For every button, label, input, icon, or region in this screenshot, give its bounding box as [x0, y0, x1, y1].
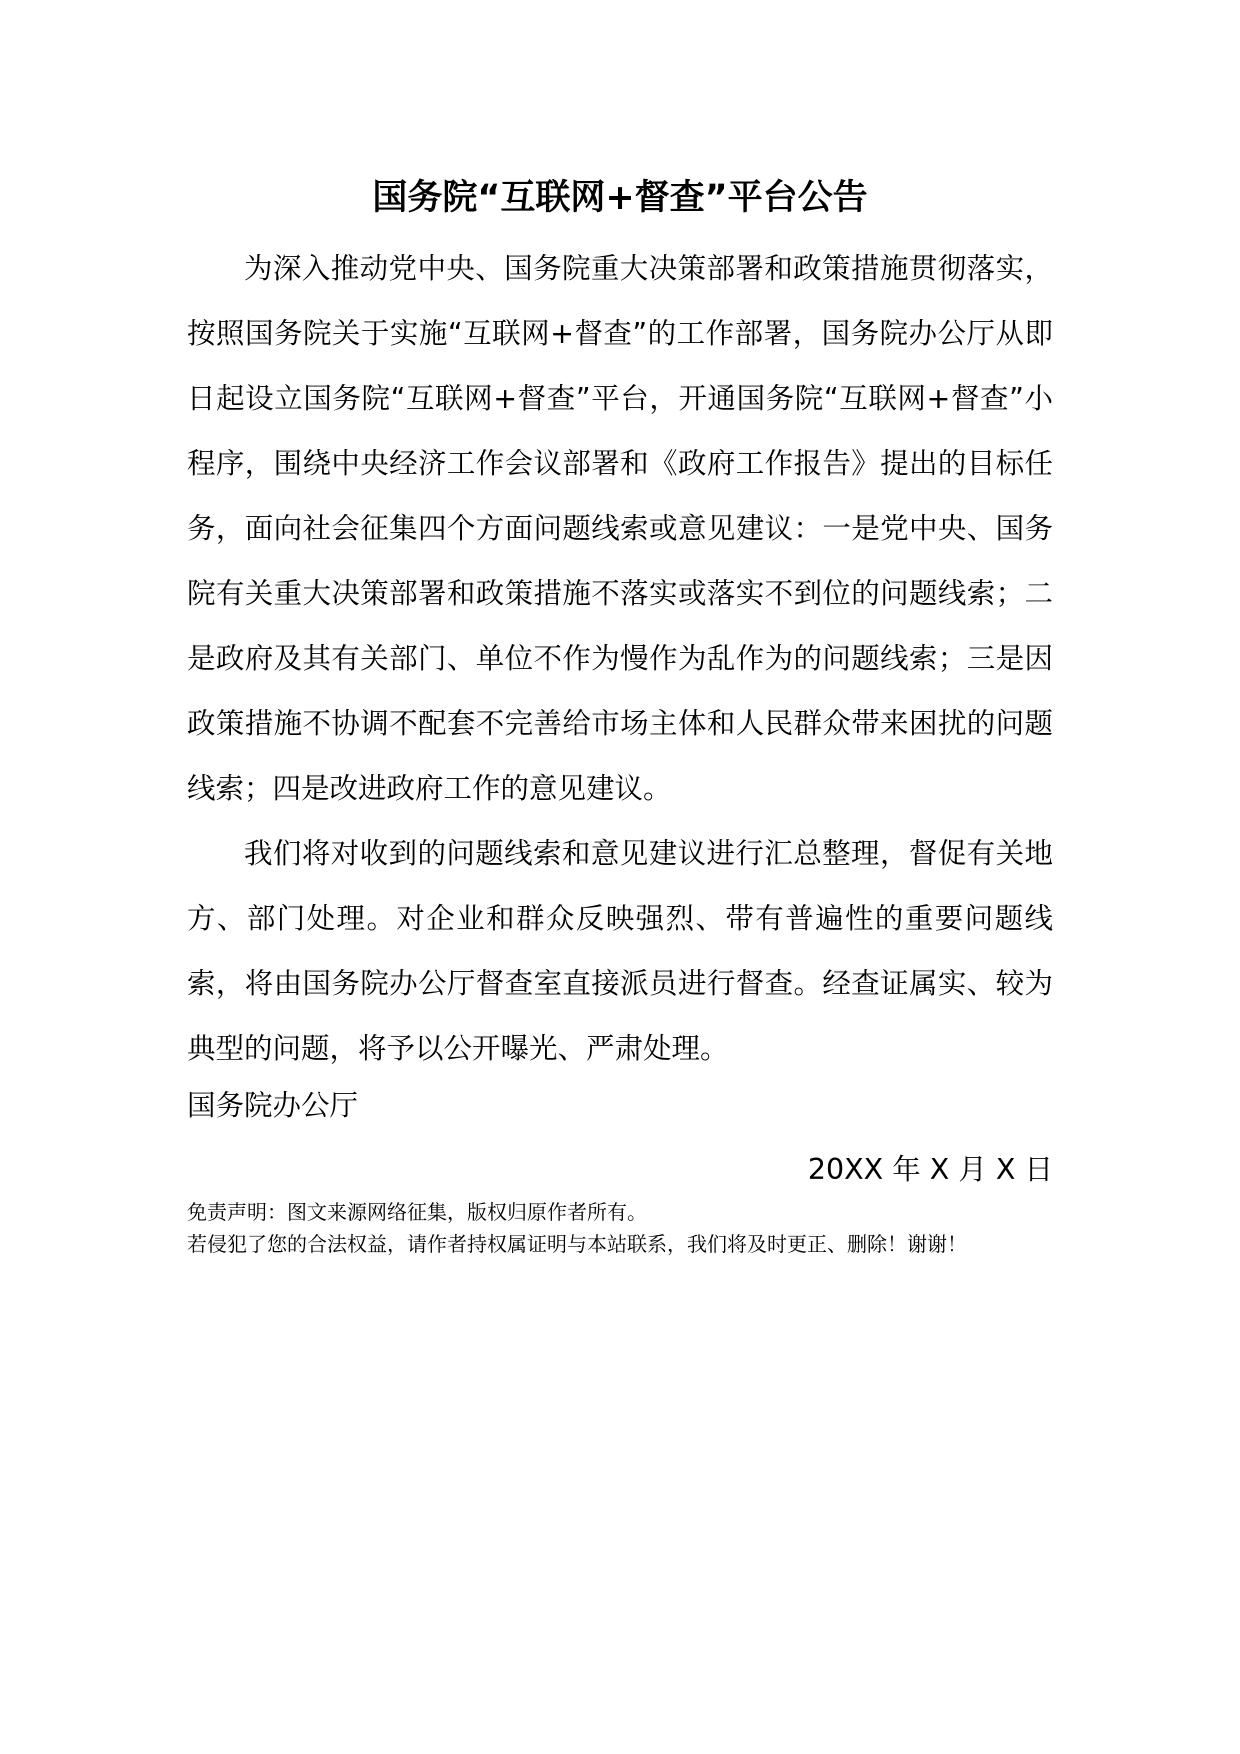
disclaimer-line-1: 免责声明：图文来源网络征集，版权归原作者所有。 [187, 1200, 647, 1224]
disclaimer [187, 1196, 1087, 1260]
issue-date: 20XX 年 X 月 X 日 [807, 1153, 1053, 1186]
disclaimer-line-2: 若侵犯了您的合法权益，请作者持权属证明与本站联系，我们将及时更正、删除！谢谢！ [187, 1232, 967, 1256]
body-paragraph-2: 我们将对收到的问题线索和意见建议进行汇总整理，督促有关地方、部门处理。对企业和群众反映强烈、带有普遍性的重要问题线索，将由国务院办公厅督查室直接派员进行督查。经查证属实、较为典型的问题，将予以公开曝光、严肃处理。 [187, 837, 1053, 1065]
document-body [187, 236, 1053, 1081]
signature-issuer: 国务院办公厅 [187, 1089, 359, 1122]
body-paragraph-1: 为深入推动党中央、国务院重大决策部署和政策措施贯彻落实，按照国务院关于实施“互联网+督查”的工作部署，国务院办公厅从即日起设立国务院“互联网+督查”平台，开通国务院“互联网+督查”小程序，围绕中央经济工作会议部署和《政府工作报告》提出的目标任务，面向社会征集四个方面问题线索或意见建议：一是党中央、国务院有关重大决策部署和政策措施不落实或落实不到位的问题线索；二是政府及其有关部门、单位不作为慢作为乱作为的问题线索；三是因政策措施不协调不配套不完善给市场主体和人民群众带来困扰的问题线索；四是改进政府工作的意见建议。 [187, 252, 1053, 805]
document-title: 国务院“互联网+督查”平台公告 [372, 178, 868, 218]
